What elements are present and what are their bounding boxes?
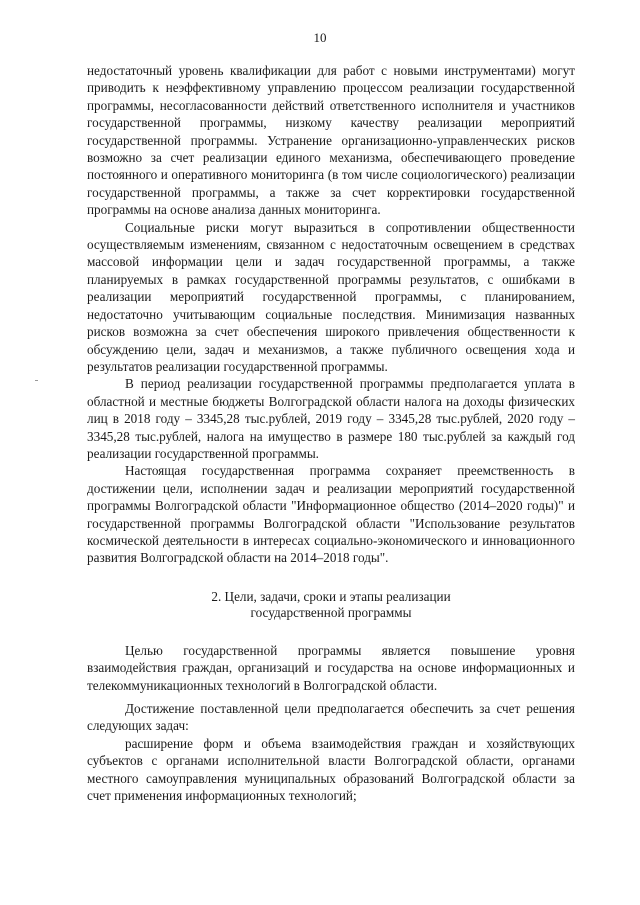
paragraph-task-1: расширение форм и объема взаимодействия граждан и хозяйствующих субъектов с органами исполнительной власти Волгоградской области, органами местного самоуправления муниципальных образований Волгоградской области за счет применения информационных технологий; xyxy=(87,735,575,804)
page-number: 10 xyxy=(313,30,327,45)
paragraph-continuity: Настоящая государственная программа сохраняет преемственность в достижении цели, исполнении задач и реализации мероприятий государственной программы Волгоградской области "Информационное общество (2014–2020 годы)" и государственной программы Волгоградской области "Использование результатов космической деятельности в интересах социально-экономического и инновационного развития Волгоградской области на 2014–2018 годы". xyxy=(87,463,575,566)
section-heading-line1: 2. Цели, задачи, сроки и этапы реализации xyxy=(211,588,451,604)
paragraph-goal: Целью государственной программы является повышение уровня взаимодействия граждан, организаций и государства на основе информационных и телекоммуникационных технологий в Волгоградской области. xyxy=(87,642,575,693)
paragraph-risks-continued: недостаточный уровень квалификации для работ с новыми инструментами) могут приводить к неэффективному управлению процессом реализации государственной программы, несогласованности действий ответственного исполнителя и участников государственной программы, низкому качеству реализации мероприятий государственной программы. Устранение организационно-управленческих рисков возможно за счет реализации единого механизма, обеспечивающего проведение постоянного и оперативного мониторинга (в том числе социологического) реализации государственной программы, а также за счет корректировки государственной программы на основе анализа данных мониторинга. xyxy=(87,63,575,218)
paragraph-social-risks: Социальные риски могут выразиться в сопротивлении общественности осуществляемым изменениям, связанном с недостаточным освещением в средствах массовой информации цели и задач государственной программы, а также планируемых в рамках государственной программы результатов, с ошибками в реализации мероприятий государственной программы, с планированием, недостаточно учитывающим социальные последствия. Минимизация названных рисков возможна за счет обеспечения широкого привлечения общественности к обсуждению цели, задач и механизмов, а также публичного освещения хода и результатов реализации государственной программы. xyxy=(87,219,575,374)
paragraph-tasks-intro: Достижение поставленной цели предполагается обеспечить за счет решения следующих задач: xyxy=(87,701,575,734)
document-body xyxy=(87,62,575,804)
margin-mark xyxy=(35,380,38,381)
paragraph-tax-payments: В период реализации государственной программы предполагается уплата в областной и местные бюджеты Волгоградской области налога на доходы физических лиц в 2018 году – 3345,28 тыс.рублей, 2019 году – 3345,28 тыс.рублей, 2020 году – 3345,28 тыс.рублей, налога на имущество в размере 180 тыс.рублей за каждый год реализации государственной программы. xyxy=(87,376,575,461)
section-heading xyxy=(87,589,575,621)
section-heading-line2: государственной программы xyxy=(250,604,412,620)
